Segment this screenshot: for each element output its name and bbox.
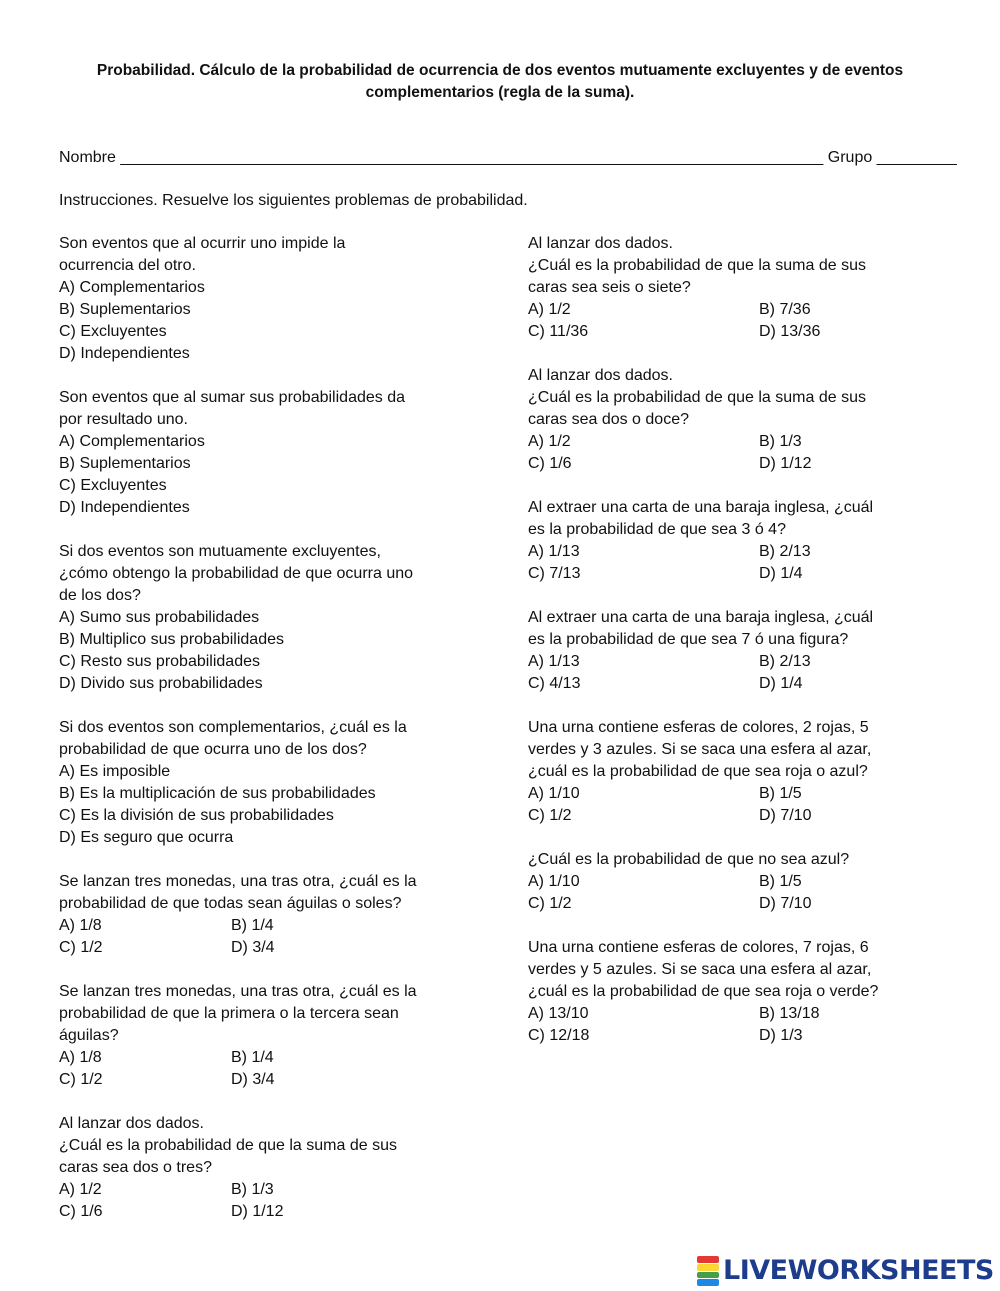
answer-option: C) 7/13 [528,565,581,582]
answer-options [528,1003,928,1047]
answer-options [59,761,479,849]
question-block [59,233,479,365]
answer-option: A) 1/2 [528,301,571,318]
question-text: caras sea dos o tres? [59,1159,212,1176]
question-block [59,871,479,959]
question-text: Una urna contiene esferas de colores, 7 rojas, 6 [528,939,869,956]
answer-option: D) Independientes [59,345,190,362]
logo-icon-bar [697,1279,719,1286]
answer-option: D) 1/4 [759,675,803,692]
logo-icon-bar [697,1272,719,1279]
answer-options [528,541,928,585]
answer-option: A) 1/2 [59,1181,102,1198]
answer-options [528,299,928,343]
answer-option: C) Excluyentes [59,477,167,494]
answer-option: D) 7/10 [759,895,812,912]
question-text: Al lanzar dos dados. [528,235,673,252]
answer-option: B) 1/5 [759,785,802,802]
question-text: probabilidad de que ocurra uno de los dos? [59,741,367,758]
question-text: ¿cuál es la probabilidad de que sea roja o azul? [528,763,868,780]
answer-option: A) Complementarios [59,433,205,450]
answer-options [59,1179,479,1223]
question-block [59,541,479,695]
question-block [528,233,928,343]
question-text: caras sea seis o siete? [528,279,691,296]
answer-options [59,277,479,365]
answer-option: D) 3/4 [231,1071,275,1088]
question-text: Son eventos que al ocurrir uno impide la [59,235,346,252]
answer-option: A) Es imposible [59,763,171,780]
name-group-line: Nombre _______________________________________________________________________________ Grupo _________ [59,149,957,166]
question-block [528,849,928,915]
answer-option: B) 1/5 [759,873,802,890]
answer-option: A) Sumo sus probabilidades [59,609,260,626]
question-text: Al lanzar dos dados. [59,1115,204,1132]
answer-option: B) 13/18 [759,1005,820,1022]
question-block [528,717,928,827]
question-text: probabilidad de que la primera o la tercera sean [59,1005,399,1022]
answer-options [59,915,479,959]
answer-option: A) 1/13 [528,653,580,670]
worksheet-title: Probabilidad. Cálculo de la probabilidad de ocurrencia de dos eventos mutuamente excluyentes y de eventos complementarios (regla de la suma). [96,62,904,101]
answer-options [59,1047,479,1091]
left-column [59,233,479,1245]
answer-option: D) 3/4 [231,939,275,956]
answer-option: C) 1/2 [528,895,572,912]
answer-option: A) 13/10 [528,1005,589,1022]
answer-option: B) 1/4 [231,917,274,934]
answer-option: B) 7/36 [759,301,811,318]
question-block [528,937,928,1047]
answer-option: A) 1/10 [528,785,580,802]
answer-option: C) 11/36 [528,323,589,340]
answer-options [528,651,928,695]
question-text: probabilidad de que todas sean águilas o soles? [59,895,402,912]
question-text: Se lanzan tres monedas, una tras otra, ¿cuál es la [59,873,417,890]
answer-option: C) 1/6 [59,1203,103,1220]
answer-option: B) 2/13 [759,653,811,670]
answer-option: C) Resto sus probabilidades [59,653,260,670]
answer-option: A) 1/10 [528,873,580,890]
question-block [59,981,479,1091]
question-text: Al extraer una carta de una baraja inglesa, ¿cuál [528,499,874,516]
question-block [59,717,479,849]
logo-icon-bar [697,1256,719,1263]
answer-option: B) 1/3 [231,1181,274,1198]
question-text: ¿Cuál es la probabilidad de que la suma de sus [528,389,866,406]
question-text: ¿cómo obtengo la probabilidad de que ocurra uno [59,565,414,582]
answer-options [528,431,928,475]
logo-text: LIVEWORKSHEETS [723,1255,994,1286]
question-text: Al lanzar dos dados. [528,367,673,384]
question-text: Se lanzan tres monedas, una tras otra, ¿cuál es la [59,983,417,1000]
answer-option: A) 1/8 [59,917,102,934]
question-text: ¿Cuál es la probabilidad de que la suma de sus [59,1137,397,1154]
answer-option: B) 1/3 [759,433,802,450]
answer-option: C) 12/18 [528,1027,590,1044]
question-text: Si dos eventos son complementarios, ¿cuál es la [59,719,407,736]
answer-options [59,431,479,519]
answer-option: A) 1/8 [59,1049,102,1066]
question-block [528,365,928,475]
answer-option: C) 1/6 [528,455,572,472]
answer-option: D) 1/12 [759,455,812,472]
answer-option: B) Es la multiplicación de sus probabilidades [59,785,376,802]
answer-option: B) 1/4 [231,1049,274,1066]
answer-option: D) 1/12 [231,1203,284,1220]
answer-option: B) Suplementarios [59,455,191,472]
question-text: verdes y 3 azules. Si se saca una esfera al azar, [528,741,872,758]
answer-option: C) Excluyentes [59,323,167,340]
answer-option: B) Multiplico sus probabilidades [59,631,284,648]
question-text: águilas? [59,1027,119,1044]
answer-option: D) 7/10 [759,807,812,824]
question-text: es la probabilidad de que sea 7 ó una figura? [528,631,849,648]
answer-option: B) Suplementarios [59,301,191,318]
question-text: Una urna contiene esferas de colores, 2 rojas, 5 [528,719,869,736]
question-block [528,607,928,695]
answer-options [528,871,928,915]
answer-option: C) 4/13 [528,675,581,692]
question-block [59,1113,479,1223]
answer-option: D) Divido sus probabilidades [59,675,263,692]
answer-options [528,783,928,827]
liveworksheets-icon [697,1256,719,1286]
answer-option: B) 2/13 [759,543,811,560]
question-text: verdes y 5 azules. Si se saca una esfera al azar, [528,961,872,978]
answer-option: A) 1/13 [528,543,580,560]
question-text: ¿cuál es la probabilidad de que sea roja o verde? [528,983,879,1000]
logo-icon-bar [697,1264,719,1271]
question-text: Si dos eventos son mutuamente excluyentes, [59,543,381,560]
question-text: por resultado uno. [59,411,188,428]
instructions: Instrucciones. Resuelve los siguientes problemas de probabilidad. [59,192,528,209]
answer-option: C) 1/2 [528,807,572,824]
question-block [528,497,928,585]
question-text: caras sea dos o doce? [528,411,689,428]
right-column [528,233,928,1069]
answer-option: C) Es la división de sus probabilidades [59,807,334,824]
answer-option: A) Complementarios [59,279,205,296]
question-text: Son eventos que al sumar sus probabilidades da [59,389,405,406]
question-text: Al extraer una carta de una baraja inglesa, ¿cuál [528,609,874,626]
answer-option: D) 1/4 [759,565,803,582]
question-text: ocurrencia del otro. [59,257,196,274]
answer-option: D) Es seguro que ocurra [59,829,234,846]
question-text: ¿Cuál es la probabilidad de que la suma de sus [528,257,866,274]
question-block [59,387,479,519]
liveworksheets-logo [697,1254,994,1288]
answer-option: D) Independientes [59,499,190,516]
answer-options [59,607,479,695]
answer-option: D) 13/36 [759,323,821,340]
answer-option: D) 1/3 [759,1027,803,1044]
answer-option: C) 1/2 [59,1071,103,1088]
answer-option: C) 1/2 [59,939,103,956]
question-text: ¿Cuál es la probabilidad de que no sea azul? [528,851,850,868]
question-text: de los dos? [59,587,141,604]
answer-option: A) 1/2 [528,433,571,450]
question-text: es la probabilidad de que sea 3 ó 4? [528,521,786,538]
